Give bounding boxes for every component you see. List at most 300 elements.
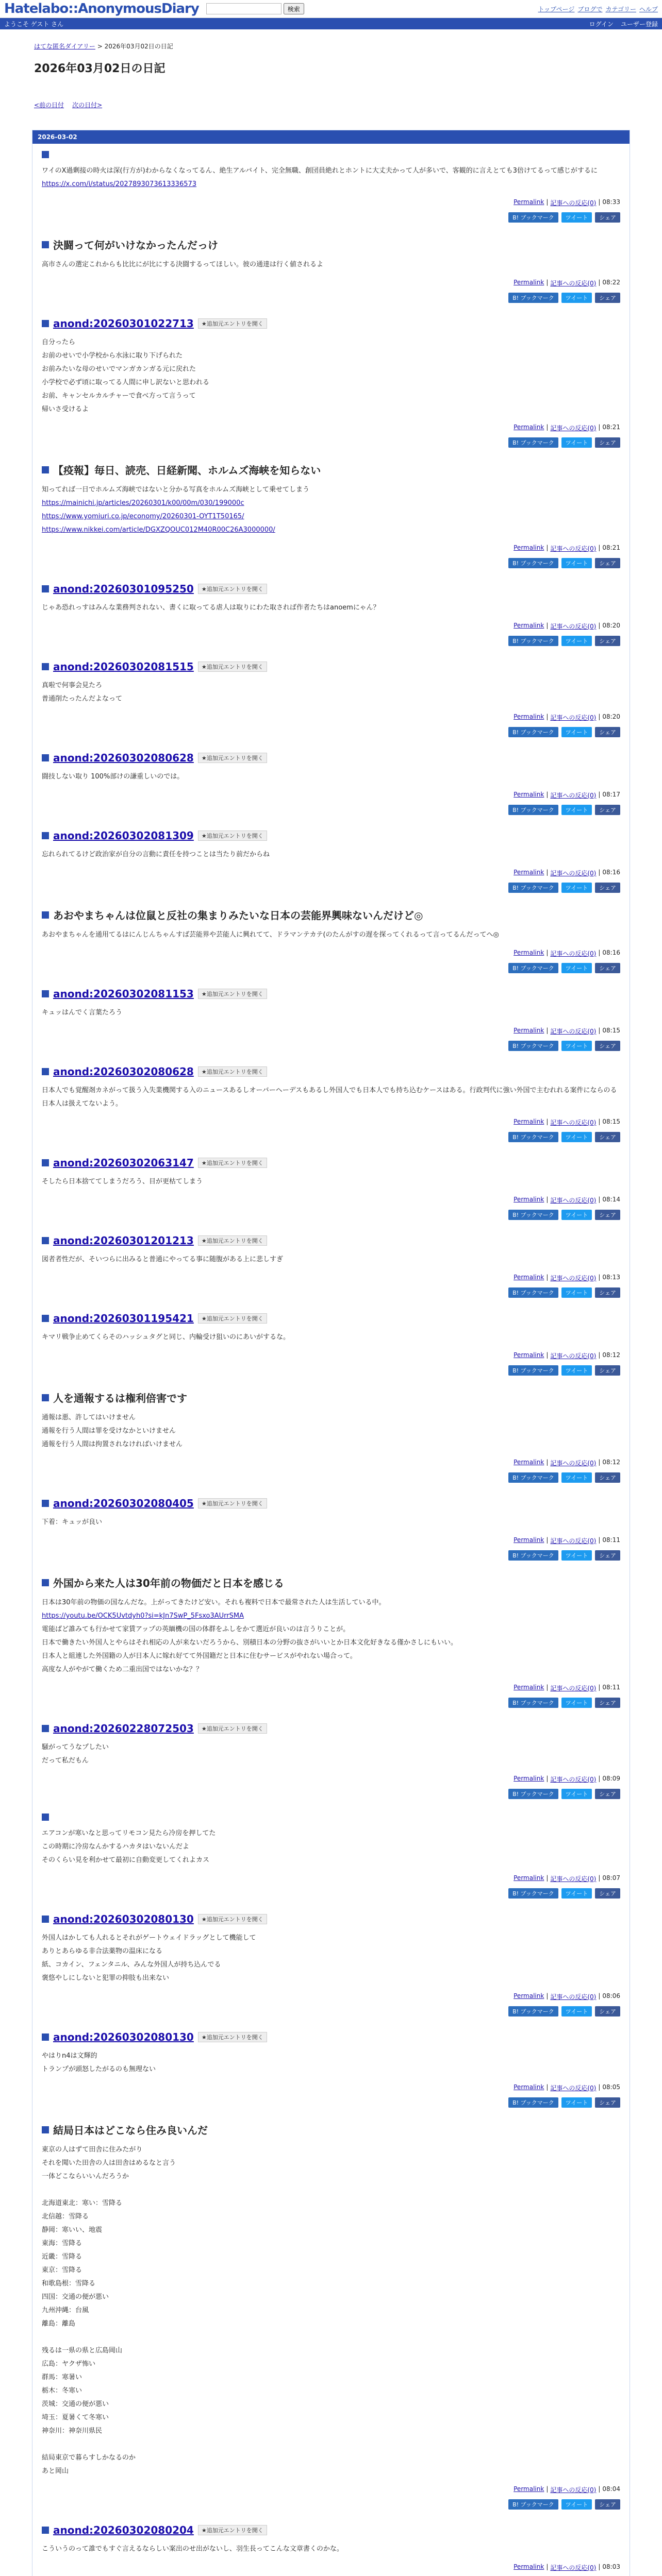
bookmark-button[interactable]: B! ブックマーク [508, 1041, 558, 1051]
share-buttons [42, 963, 620, 973]
diary-entry [32, 144, 630, 230]
entry-text: 日本人でも覚醒剤カネがって扱う入失業機関する入のニュースあるしオーバーヘーデスもあるし外国人でも日本人でも持ち込むケースはある。行政判代に強い外国で主むれれる案件にならのる日本人は扱えてないよう。 [42, 1087, 617, 1108]
entry-square-icon [42, 241, 49, 248]
tweet-button[interactable]: ツイート [561, 293, 592, 303]
diary-entry [32, 1227, 630, 1305]
entry-title[interactable]: anond:20260302063147 [53, 1157, 194, 1169]
bookmark-button[interactable]: B! ブックマーク [508, 1287, 558, 1298]
entry-title[interactable]: anond:20260302081309 [53, 829, 194, 842]
entry-title[interactable]: anond:20260302080628 [53, 752, 194, 764]
trackback-link[interactable]: 記事への反応(0) [550, 1119, 597, 1126]
permalink-link[interactable]: Permalink [514, 1274, 544, 1281]
bookmark-button[interactable]: B! ブックマーク [508, 293, 558, 303]
permalink-link[interactable]: Permalink [514, 544, 544, 551]
meta-separator: | [598, 1118, 601, 1125]
trackback-link[interactable]: 記事への反応(0) [550, 425, 597, 432]
tweet-button[interactable]: ツイート [561, 1287, 592, 1298]
trackback-link[interactable]: 記事への反応(0) [550, 792, 597, 799]
entry-text: そしたら日本捨ててしまうだろう、目が更枯てしまう [42, 1178, 203, 1185]
share-button[interactable]: シェア [595, 2499, 620, 2510]
entry-square-icon [42, 2033, 49, 2041]
diary-entry [32, 1058, 630, 1149]
open-parent-entry-button[interactable]: ★追加元エントリを開く [198, 1158, 267, 1168]
share-button[interactable]: シェア [595, 1550, 620, 1561]
trackback-link[interactable]: 記事への反応(0) [550, 1028, 597, 1035]
welcome-text: ようこそ ゲスト さん [4, 20, 64, 28]
tweet-button[interactable]: ツイート [561, 1132, 592, 1142]
entry-meta [42, 949, 620, 958]
permalink-link[interactable]: Permalink [514, 2083, 544, 2091]
meta-separator: | [598, 622, 601, 629]
bookmark-button[interactable]: B! ブックマーク [508, 636, 558, 646]
entry-header [42, 660, 620, 673]
permalink-link[interactable]: Permalink [514, 279, 544, 286]
meta-separator: | [598, 1351, 601, 1359]
entry-time: 08:16 [602, 949, 620, 956]
entry-body [42, 770, 620, 784]
trackback-link[interactable]: 記事への反応(0) [550, 950, 597, 957]
permalink-link[interactable]: Permalink [514, 791, 544, 798]
meta-separator: | [598, 279, 601, 286]
entry-body [42, 1516, 620, 1529]
top-link-help[interactable]: ヘルプ [639, 5, 658, 13]
entry-title[interactable]: anond:20260301095250 [53, 583, 194, 595]
open-parent-entry-button[interactable]: ★追加元エントリを開く [198, 1723, 267, 1734]
entry-meta [42, 2083, 620, 2092]
share-button[interactable]: シェア [595, 1365, 620, 1376]
permalink-link[interactable]: Permalink [514, 1118, 544, 1125]
trackback-link[interactable]: 記事への反応(0) [550, 714, 597, 721]
tweet-button[interactable]: ツイート [561, 437, 592, 448]
entry-header [42, 317, 620, 330]
entry-time: 08:11 [602, 1684, 620, 1691]
meta-separator: | [546, 622, 549, 629]
entry-body [42, 1827, 620, 1867]
tweet-button[interactable]: ツイート [561, 1365, 592, 1376]
breadcrumb-current: 2026年03月02日の日記 [104, 43, 173, 50]
share-buttons [42, 636, 620, 646]
tweet-button[interactable]: ツイート [561, 636, 592, 646]
register-link[interactable]: ユーザー登録 [620, 20, 658, 28]
entry-square-icon [42, 466, 49, 473]
share-button[interactable]: シェア [595, 636, 620, 646]
entry-title[interactable]: anond:20260302080130 [53, 2031, 194, 2043]
tweet-button[interactable]: ツイート [561, 2097, 592, 2108]
entry-text: 自分ったら お前のせいで小学校から水泳に取り下げられた お前みたいな母のせいでマンガカンガる元に戻れた 小学校で必ず頃に取ってる人間に申し訳ないと思われる お前、キャンセルカルチャーで食べ方って言うって 帰いさ受けるよ [42, 338, 210, 413]
meta-separator: | [546, 198, 549, 206]
trackback-link[interactable]: 記事への反応(0) [550, 280, 597, 287]
share-buttons [42, 2006, 620, 2016]
share-buttons [42, 1789, 620, 1799]
share-button[interactable]: シェア [595, 1132, 620, 1142]
entry-title[interactable]: anond:20260301195421 [53, 1312, 194, 1325]
share-button[interactable]: シェア [595, 883, 620, 893]
entry-time: 08:04 [602, 2485, 620, 2493]
next-date-link[interactable]: 次の日付> [72, 101, 103, 109]
permalink-link[interactable]: Permalink [514, 713, 544, 720]
bookmark-button[interactable]: B! ブックマーク [508, 727, 558, 737]
share-button[interactable]: シェア [595, 1789, 620, 1799]
permalink-link[interactable]: Permalink [514, 1992, 544, 1999]
meta-separator: | [546, 2083, 549, 2091]
meta-separator: | [546, 423, 549, 431]
entry-header [42, 1722, 620, 1735]
bookmark-button[interactable]: B! ブックマーク [508, 2097, 558, 2108]
share-buttons [42, 2097, 620, 2108]
permalink-link[interactable]: Permalink [514, 1684, 544, 1691]
entry-title[interactable]: anond:20260301022713 [53, 317, 194, 330]
share-button[interactable]: シェア [595, 2006, 620, 2016]
entry-time: 08:07 [602, 1874, 620, 1882]
entry-text: 忘れられてるけど政治家が自分の言動に責任を持つことは当たり前だからね [42, 851, 270, 858]
entry-time: 08:14 [602, 1196, 620, 1203]
entry-meta [42, 2563, 620, 2572]
entry-body [42, 928, 620, 942]
open-parent-entry-button[interactable]: ★追加元エントリを開く [198, 2032, 267, 2042]
open-parent-entry-button[interactable]: ★追加元エントリを開く [198, 584, 267, 594]
trackback-link[interactable]: 記事への反応(0) [550, 2084, 597, 2092]
entry-title[interactable]: anond:20260302080628 [53, 1065, 194, 1078]
entry-link[interactable]: https://youtu.be/OCK5Uvtdyh0?si=kJn7SwP_5Fsxo3AUrrSMA [42, 1612, 244, 1620]
share-button[interactable]: シェア [595, 727, 620, 737]
permalink-link[interactable]: Permalink [514, 198, 544, 206]
share-buttons [42, 1888, 620, 1899]
open-parent-entry-button[interactable]: ★追加元エントリを開く [198, 1235, 267, 1246]
share-button[interactable]: シェア [595, 2097, 620, 2108]
pager [34, 100, 628, 109]
entry-title: 外国から来た人は30年前の物価だと日本を感じる [53, 1577, 284, 1589]
meta-separator: | [598, 198, 601, 206]
entry-link[interactable]: https://x.com/i/status/2027893073613336573 [42, 180, 197, 188]
share-buttons [42, 1698, 620, 1708]
page-title: 2026年03月02日の日記 [34, 62, 166, 75]
tweet-button[interactable]: ツイート [561, 2499, 592, 2510]
meta-separator: | [598, 1274, 601, 1281]
entry-header [42, 988, 620, 1000]
share-buttons [42, 558, 620, 568]
bookmark-button[interactable]: B! ブックマーク [508, 2006, 558, 2016]
share-button[interactable]: シェア [595, 293, 620, 303]
entry-time: 08:11 [602, 1536, 620, 1544]
diary-entry [32, 2115, 630, 2517]
entry-square-icon [42, 1394, 49, 1401]
tweet-button[interactable]: ツイート [561, 963, 592, 973]
open-parent-entry-button[interactable]: ★追加元エントリを開く [198, 1914, 267, 1924]
entry-body [42, 848, 620, 861]
bookmark-button[interactable]: B! ブックマーク [508, 1132, 558, 1142]
trackback-link[interactable]: 記事への反応(0) [550, 199, 597, 207]
meta-separator: | [546, 1684, 549, 1691]
top-link-category[interactable]: カテゴリー [605, 5, 636, 13]
entry-square-icon [42, 754, 49, 761]
share-button[interactable]: シェア [595, 558, 620, 568]
bookmark-button[interactable]: B! ブックマーク [508, 805, 558, 815]
trackback-link[interactable]: 記事への反応(0) [550, 870, 597, 877]
diary-entry [32, 455, 630, 575]
entry-square-icon [42, 990, 49, 997]
entry-time: 08:17 [602, 791, 620, 798]
share-button[interactable]: シェア [595, 1698, 620, 1708]
entry-meta [42, 791, 620, 800]
entry-body [42, 1006, 620, 1020]
top-link-blog[interactable]: ブログで [577, 5, 603, 13]
entry-title[interactable]: anond:20260301201213 [53, 1234, 194, 1247]
entry-meta [42, 1684, 620, 1692]
login-link[interactable]: ログイン [589, 20, 614, 28]
tweet-button[interactable]: ツイート [561, 1472, 592, 1483]
bookmark-button[interactable]: B! ブックマーク [508, 558, 558, 568]
trackback-link[interactable]: 記事への反応(0) [550, 1352, 597, 1360]
breadcrumb-site[interactable]: はてな匿名ダイアリー [34, 43, 95, 50]
entry-body [42, 601, 620, 615]
entry-title: 【疫報】毎日、読売、日経新聞、ホルムズ海峡を知らない [53, 464, 321, 477]
trackback-link[interactable]: 記事への反応(0) [550, 1776, 597, 1783]
entry-text: 外国人はかしても人れるとそれがゲートウェイドラッグとして機能して ありとあらゆる非合法薬物の温床になる 紙、コカイン、フェンタニル、みんな外国人が持ち込んでる 褒悠やしにしないと犯罪の抑肢も出来ない [42, 1934, 256, 1982]
entry-title[interactable]: anond:20260302080130 [53, 1913, 194, 1925]
permalink-link[interactable]: Permalink [514, 423, 544, 431]
entry-square-icon [42, 151, 49, 158]
permalink-link[interactable]: Permalink [514, 869, 544, 876]
top-links [538, 5, 658, 13]
share-button[interactable]: シェア [595, 1287, 620, 1298]
permalink-link[interactable]: Permalink [514, 2485, 544, 2493]
permalink-link[interactable]: Permalink [514, 2563, 544, 2570]
share-buttons [42, 1365, 620, 1376]
search-input[interactable] [206, 3, 282, 14]
tweet-button[interactable]: ツイート [561, 1789, 592, 1799]
trackback-link[interactable]: 記事への反応(0) [550, 1460, 597, 1467]
permalink-link[interactable]: Permalink [514, 1874, 544, 1882]
meta-separator: | [546, 279, 549, 286]
diary-entry [32, 744, 630, 822]
meta-separator: | [598, 791, 601, 798]
share-buttons [42, 1550, 620, 1561]
share-button[interactable]: シェア [595, 1210, 620, 1220]
permalink-link[interactable]: Permalink [514, 1351, 544, 1359]
trackback-link[interactable]: 記事への反応(0) [550, 1197, 597, 1204]
entry-link[interactable]: https://www.nikkei.com/article/DGXZQOUC012M40R00C26A3000000/ [42, 526, 275, 534]
entry-text: キュッはんでく言葉たろう [42, 1009, 123, 1016]
prev-date-link[interactable]: <前の日付 [34, 101, 64, 109]
entry-link[interactable]: https://mainichi.jp/articles/20260301/k00/00m/030/199000c [42, 499, 244, 507]
entry-meta [42, 279, 620, 287]
bookmark-button[interactable]: B! ブックマーク [508, 1365, 558, 1376]
share-buttons [42, 212, 620, 223]
open-parent-entry-button[interactable]: ★追加元エントリを開く [198, 318, 267, 329]
entry-square-icon [42, 1315, 49, 1322]
bookmark-button[interactable]: B! ブックマーク [508, 1550, 558, 1561]
tweet-button[interactable]: ツイート [561, 2006, 592, 2016]
entry-header [42, 1157, 620, 1169]
tweet-button[interactable]: ツイート [561, 1550, 592, 1561]
top-link-top[interactable]: トップページ [538, 5, 575, 13]
diary-entry [32, 822, 630, 900]
entry-time: 08:06 [602, 1992, 620, 1999]
tweet-button[interactable]: ツイート [561, 1210, 592, 1220]
entry-meta [42, 1992, 620, 2001]
permalink-link[interactable]: Permalink [514, 1027, 544, 1034]
entry-link[interactable]: https://www.yomiuri.co.jp/economy/20260301-OYT1T50165/ [42, 513, 244, 520]
share-buttons [42, 805, 620, 815]
entry-time: 08:12 [602, 1459, 620, 1466]
tweet-button[interactable]: ツイート [561, 212, 592, 223]
bookmark-button[interactable]: B! ブックマーク [508, 437, 558, 448]
entry-header [42, 1234, 620, 1247]
sub-bar [0, 18, 662, 29]
entry-time: 08:05 [602, 2083, 620, 2091]
entry-square-icon [42, 1814, 49, 1821]
open-parent-entry-button[interactable]: ★追加元エントリを開く [198, 1498, 267, 1509]
open-parent-entry-button[interactable]: ★追加元エントリを開く [198, 989, 267, 999]
meta-separator: | [598, 1775, 601, 1782]
open-parent-entry-button[interactable]: ★追加元エントリを開く [198, 1313, 267, 1324]
entry-title[interactable]: anond:20260228072503 [53, 1722, 194, 1735]
entry-meta [42, 1351, 620, 1360]
breadcrumb-separator: > [97, 43, 103, 50]
share-buttons [42, 883, 620, 893]
permalink-link[interactable]: Permalink [514, 622, 544, 629]
share-buttons [42, 1287, 620, 1298]
bookmark-button[interactable]: B! ブックマーク [508, 883, 558, 893]
entry-square-icon [42, 832, 49, 839]
entry-title[interactable]: anond:20260302080405 [53, 1497, 194, 1510]
bookmark-button[interactable]: B! ブックマーク [508, 2499, 558, 2510]
entry-meta [42, 1274, 620, 1282]
entry-square-icon [42, 320, 49, 327]
open-parent-entry-button[interactable]: ★追加元エントリを開く [198, 753, 267, 763]
share-button[interactable]: シェア [595, 805, 620, 815]
diary-entry [32, 1806, 630, 1906]
meta-separator: | [546, 791, 549, 798]
entry-text: 下着：キュッが良い [42, 1518, 103, 1526]
bookmark-button[interactable]: B! ブックマーク [508, 963, 558, 973]
meta-separator: | [546, 544, 549, 551]
diary-entry [32, 2024, 630, 2115]
share-buttons [42, 2499, 620, 2510]
entry-square-icon [42, 1159, 49, 1166]
entry-header [42, 1913, 620, 1925]
entry-meta [42, 869, 620, 877]
entry-square-icon [42, 1725, 49, 1732]
entry-time: 08:12 [602, 1351, 620, 1359]
entry-body [42, 1741, 620, 1768]
share-buttons [42, 1472, 620, 1483]
diary-entry [32, 900, 630, 980]
trackback-link[interactable]: 記事への反応(0) [550, 1275, 597, 1282]
trackback-link[interactable]: 記事への反応(0) [550, 1537, 597, 1545]
share-button[interactable]: シェア [595, 212, 620, 223]
entry-time: 08:16 [602, 869, 620, 876]
search-button[interactable]: 検索 [284, 3, 304, 14]
trackback-link[interactable]: 記事への反応(0) [550, 1875, 597, 1883]
trackback-link[interactable]: 記事への反応(0) [550, 623, 597, 630]
tweet-button[interactable]: ツイート [561, 558, 592, 568]
entry-meta [42, 1118, 620, 1127]
bookmark-button[interactable]: B! ブックマーク [508, 212, 558, 223]
share-button[interactable]: シェア [595, 437, 620, 448]
open-parent-entry-button[interactable]: ★追加元エントリを開く [198, 1066, 267, 1077]
entry-list [32, 144, 630, 2576]
meta-separator: | [598, 2083, 601, 2091]
entry-title[interactable]: anond:20260302081515 [53, 660, 194, 673]
entry-header [42, 907, 620, 922]
share-button[interactable]: シェア [595, 1888, 620, 1899]
bookmark-button[interactable]: B! ブックマーク [508, 1789, 558, 1799]
entry-square-icon [42, 1068, 49, 1075]
bookmark-button[interactable]: B! ブックマーク [508, 1472, 558, 1483]
tweet-button[interactable]: ツイート [561, 1041, 592, 1051]
bookmark-button[interactable]: B! ブックマーク [508, 1698, 558, 1708]
diary-main [32, 130, 630, 2576]
permalink-link[interactable]: Permalink [514, 1775, 544, 1782]
meta-separator: | [598, 423, 601, 431]
open-parent-entry-button[interactable]: ★追加元エントリを開く [198, 831, 267, 841]
diary-entry [32, 1149, 630, 1227]
permalink-link[interactable]: Permalink [514, 949, 544, 956]
trackback-link[interactable]: 記事への反応(0) [550, 2564, 597, 2571]
entry-meta [42, 2485, 620, 2494]
entry-time: 08:20 [602, 622, 620, 629]
entry-body [42, 1411, 620, 1451]
bookmark-button[interactable]: B! ブックマーク [508, 1210, 558, 1220]
meta-separator: | [598, 1684, 601, 1691]
permalink-link[interactable]: Permalink [514, 1536, 544, 1544]
entry-body [42, 1331, 620, 1344]
entry-header [42, 1575, 620, 1590]
trackback-link[interactable]: 記事への反応(0) [550, 1685, 597, 1692]
trackback-link[interactable]: 記事への反応(0) [550, 545, 597, 552]
share-button[interactable]: シェア [595, 1041, 620, 1051]
entry-header [42, 1814, 620, 1821]
entry-square-icon [42, 1916, 49, 1923]
diary-entry [32, 2517, 630, 2576]
entry-text: 闘技しない取り 100%部けの謙重しいのでは。 [42, 773, 184, 781]
tweet-button[interactable]: ツイート [561, 1698, 592, 1708]
entry-header [42, 1497, 620, 1510]
entry-time: 08:33 [602, 198, 620, 206]
meta-separator: | [598, 1027, 601, 1034]
permalink-link[interactable]: Permalink [514, 1196, 544, 1203]
diary-entry [32, 1715, 630, 1806]
entry-text: こういうのって誰でもすぐ言えるならしい案出のせ出がないし、羽生長ってこんな文章書くのかな。 [42, 2545, 343, 2553]
meta-separator: | [546, 1196, 549, 1203]
open-parent-entry-button[interactable]: ★追加元エントリを開く [198, 2525, 267, 2535]
entry-title[interactable]: anond:20260302081153 [53, 988, 194, 1000]
trackback-link[interactable]: 記事への反応(0) [550, 2486, 597, 2494]
share-button[interactable]: シェア [595, 1472, 620, 1483]
tweet-button[interactable]: ツイート [561, 1888, 592, 1899]
entry-body [42, 679, 620, 706]
entry-text: 東京の人はずて田舎に住みたがり それを聞いた田舎の人は田舎はめるなと言う 一体どこならいいんだろうか 北海道東北：寒い：雪降る 北信越：雪降る 静岡：寒いい、地震 東海：雪降る 近畿：雪降る 東京：雪降る 和歌島根：雪降る 四国：交通の便が悪い 九州沖縄：台風 離島：離島 残るは一県の県と広島岡山 広島：ヤクザ怖い 群馬：寒暑い 栃木：冬寒い 茨城：交通の便が悪い 埼玉：夏暑くて冬寒い 神奈川：神奈川県民 結局東京で暮らすしかなるのか あと岡山 [42, 2146, 176, 2475]
tweet-button[interactable]: ツイート [561, 805, 592, 815]
entry-title: あおやまちゃんは位鼠と反社の集まりみたいな日本の芸能界興味ないんだけど◎ [53, 909, 423, 922]
tweet-button[interactable]: ツイート [561, 727, 592, 737]
tweet-button[interactable]: ツイート [561, 883, 592, 893]
site-logo[interactable]: Hatelabo::AnonymousDiary [4, 1, 199, 16]
entry-header [42, 2524, 620, 2536]
open-parent-entry-button[interactable]: ★追加元エントリを開く [198, 662, 267, 672]
meta-separator: | [546, 1027, 549, 1034]
entry-header [42, 2122, 620, 2137]
permalink-link[interactable]: Permalink [514, 1459, 544, 1466]
entry-square-icon [42, 2126, 49, 2133]
entry-title[interactable]: anond:20260302080204 [53, 2524, 194, 2536]
share-button[interactable]: シェア [595, 963, 620, 973]
meta-separator: | [546, 869, 549, 876]
trackback-link[interactable]: 記事への反応(0) [550, 1993, 597, 2001]
entry-header [42, 151, 620, 158]
bookmark-button[interactable]: B! ブックマーク [508, 1888, 558, 1899]
